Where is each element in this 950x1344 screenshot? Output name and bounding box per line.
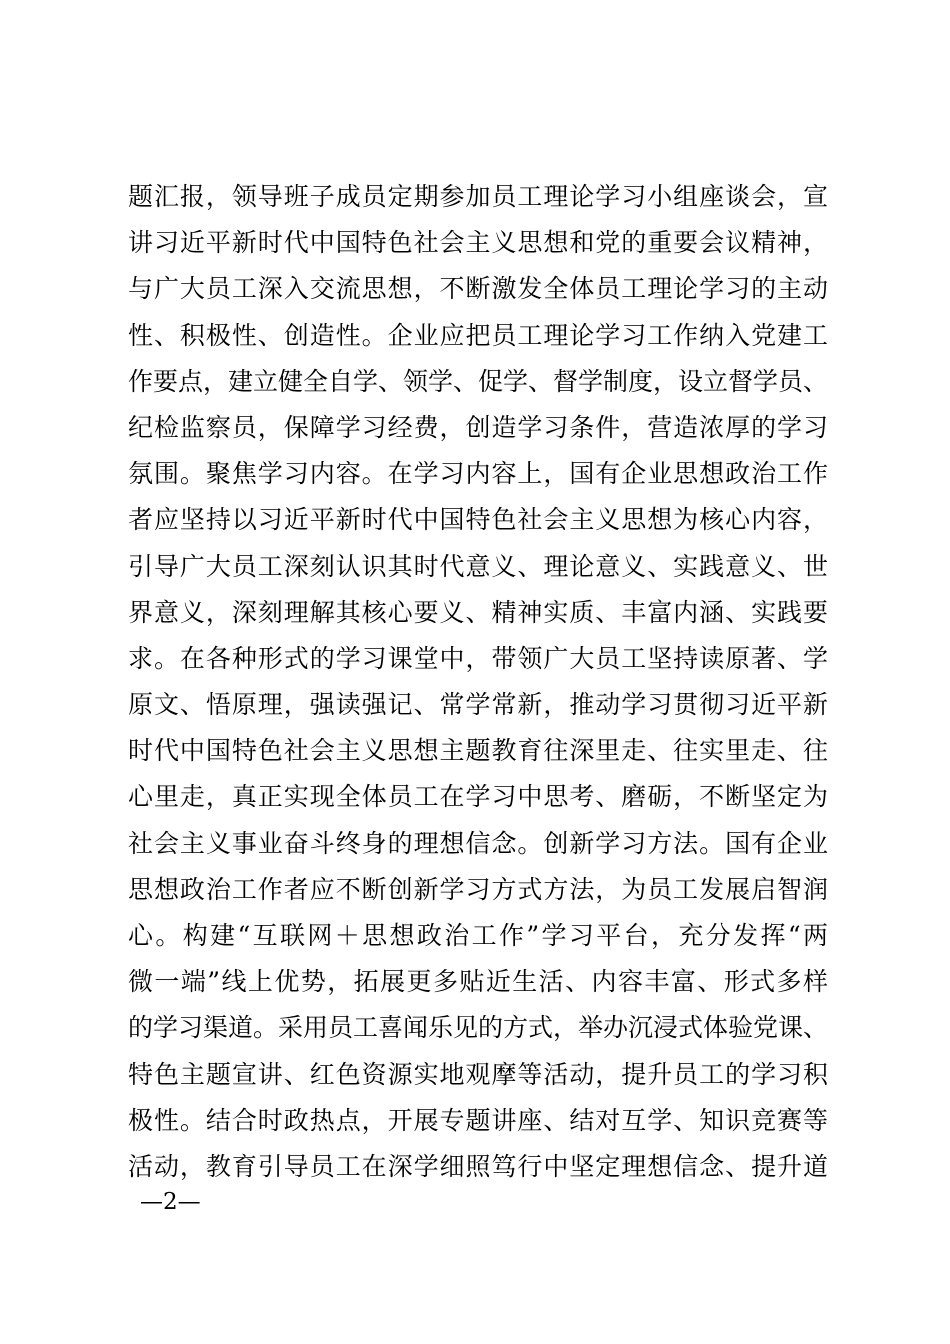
text-line: 极性。结合时政热点，开展专题讲座、结对互学、知识竞赛等 (128, 1105, 828, 1135)
text-line: 心里走，真正实现全体员工在学习中思考、磨砺，不断坚定为 (128, 782, 828, 812)
body-text (128, 174, 828, 1190)
text-line: 的学习渠道。采用员工喜闻乐见的方式，举办沉浸式体验党课、 (128, 1013, 828, 1043)
text-line: 引导广大员工深刻认识其时代意义、理论意义、实践意义、世 (128, 551, 828, 581)
text-line: 特色主题宣讲、红色资源实地观摩等活动，提升员工的学习积 (128, 1059, 828, 1089)
text-line: 界意义，深刻理解其核心要义、精神实质、丰富内涵、实践要 (128, 597, 828, 627)
text-line: 思想政治工作者应不断创新学习方式方法，为员工发展启智润 (128, 874, 828, 904)
text-line: 活动，教育引导员工在深学细照笃行中坚定理想信念、提升道 (128, 1151, 828, 1181)
text-line: 者应坚持以习近平新时代中国特色社会主义思想为核心内容， (128, 505, 828, 535)
text-line: 氛围。聚焦学习内容。在学习内容上，国有企业思想政治工作 (128, 459, 828, 489)
text-line: 微一端”线上优势，拓展更多贴近生活、内容丰富、形式多样 (128, 967, 828, 997)
text-line: 讲习近平新时代中国特色社会主义思想和党的重要会议精神， (128, 228, 828, 258)
text-line: 求。在各种形式的学习课堂中，带领广大员工坚持读原著、学 (128, 643, 828, 673)
text-line: 性、积极性、创造性。企业应把员工理论学习工作纳入党建工 (128, 320, 828, 350)
text-line: 纪检监察员，保障学习经费，创造学习条件，营造浓厚的学习 (128, 412, 828, 442)
text-line: 心。构建“互联网＋思想政治工作”学习平台，充分发挥“两 (128, 921, 828, 950)
text-line: 作要点，建立健全自学、领学、促学、督学制度，设立督学员、 (128, 366, 828, 396)
page-number: —2— (140, 1189, 201, 1215)
text-line: 与广大员工深入交流思想，不断激发全体员工理论学习的主动 (128, 274, 828, 304)
text-line: 原文、悟原理，强读强记、常学常新，推动学习贯彻习近平新 (128, 690, 828, 720)
text-line: 时代中国特色社会主义思想主题教育往深里走、往实里走、往 (128, 736, 828, 766)
text-line: 题汇报，领导班子成员定期参加员工理论学习小组座谈会，宣 (128, 182, 828, 211)
text-line: 社会主义事业奋斗终身的理想信念。创新学习方法。国有企业 (128, 828, 828, 858)
